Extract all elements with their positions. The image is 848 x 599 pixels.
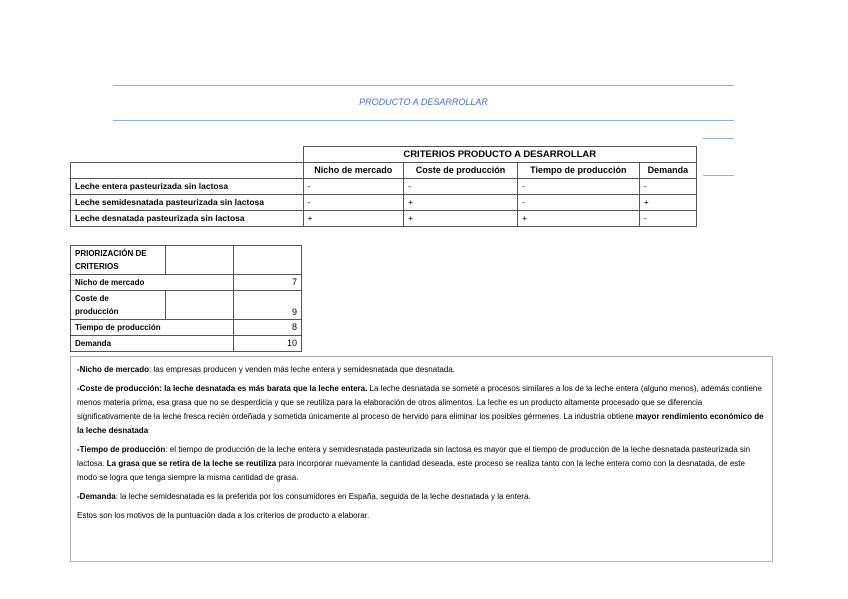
note-tiempo-highlight: La grasa que se retira de la leche se reutiliza xyxy=(106,459,277,468)
note-tiempo-text-2: para incorporar nuevamente la cantidad deseada, este proceso se realiza tanto con la leche entera como con la desnatada, de este modo se logra que tenga siempre la misma cantidad de grasa. xyxy=(77,459,745,482)
priority-label-line1: Coste de xyxy=(75,294,109,303)
product-name: Leche desnatada pasteurizada sin lactosa xyxy=(71,211,304,227)
table-row xyxy=(71,336,302,352)
criteria-value: - xyxy=(303,195,404,211)
column-header-nicho: Nicho de mercado xyxy=(303,163,404,179)
criteria-value: - xyxy=(639,211,696,227)
table-row xyxy=(71,195,697,211)
note-coste-highlight: mayor rendimiento económico de la leche desnatada xyxy=(77,412,764,435)
note-conclusion-text: Estos son los motivos de la puntuación dada a los criterios de producto a elaborar. xyxy=(77,511,370,520)
notes-box xyxy=(70,356,773,562)
criteria-table xyxy=(70,146,697,227)
priority-header-line1: PRIORIZACIÓN DE xyxy=(75,249,147,258)
short-rule-1 xyxy=(703,138,734,139)
criteria-value: - xyxy=(517,179,639,195)
table-row xyxy=(71,291,302,320)
priority-label: Demanda xyxy=(71,336,234,352)
criteria-value: - xyxy=(303,179,404,195)
criteria-value: - xyxy=(404,179,518,195)
title-top-rule xyxy=(113,85,734,86)
product-name: Leche entera pasteurizada sin lactosa xyxy=(71,179,304,195)
criteria-header: CRITERIOS PRODUCTO A DESARROLLAR xyxy=(303,147,697,163)
criteria-value: + xyxy=(303,211,404,227)
criteria-columns-row xyxy=(71,163,697,179)
table-row xyxy=(71,320,302,336)
priority-value: 9 xyxy=(233,291,301,320)
product-name: Leche semidesnatada pasteurizada sin lactosa xyxy=(71,195,304,211)
priority-value: 10 xyxy=(233,336,301,352)
page-title: PRODUCTO A DESARROLLAR xyxy=(359,97,488,107)
note-demanda xyxy=(77,490,766,504)
criteria-value: + xyxy=(639,195,696,211)
note-nicho-title: -Nicho de mercado xyxy=(77,365,150,374)
priority-label: Nicho de mercado xyxy=(71,275,234,291)
empty-corner-cell xyxy=(71,147,304,163)
priority-value: 7 xyxy=(233,275,301,291)
note-coste-text: La leche desnatada se somete a procesos similares a los de la leche entera (alguno menos), además contiene menos materia prima, esa grasa que no se desperdicia y que se reutiliza para la elaboración de otros alimentos. La leche es un producto altamente procesado que se diferencia significativamente de la leche fresca recién ordeñada y sometida únicamente al proceso de hervido para eliminar los posibles gérmenes. La industria obtiene xyxy=(77,384,762,421)
priority-value: 8 xyxy=(233,320,301,336)
column-header-tiempo: Tiempo de producción xyxy=(517,163,639,179)
column-header-coste: Coste de producción xyxy=(404,163,518,179)
table-row xyxy=(71,275,302,291)
priority-label-line2: producción xyxy=(75,307,119,316)
note-demanda-title: -Demanda xyxy=(77,492,116,501)
empty-cell xyxy=(233,246,301,275)
priority-table xyxy=(70,245,302,352)
note-demanda-text: : la leche semidesnatada es la preferida por los consumidores en España, seguida de la leche desnatada y la entera. xyxy=(115,492,531,501)
empty-cell xyxy=(165,291,233,320)
criteria-header-row xyxy=(71,147,697,163)
criteria-value: - xyxy=(517,195,639,211)
table-row xyxy=(71,211,697,227)
note-conclusion xyxy=(77,509,766,523)
priority-label: Tiempo de producción xyxy=(71,320,234,336)
note-tiempo xyxy=(77,443,766,485)
empty-cell xyxy=(71,163,304,179)
note-nicho xyxy=(77,363,766,377)
priority-header-row xyxy=(71,246,302,275)
criteria-value: - xyxy=(639,179,696,195)
short-rule-2 xyxy=(703,175,734,176)
criteria-value: + xyxy=(404,211,518,227)
note-coste xyxy=(77,382,766,438)
empty-cell xyxy=(165,246,233,275)
criteria-value: + xyxy=(517,211,639,227)
table-row xyxy=(71,179,697,195)
note-tiempo-text: : el tiempo de producción de la leche entera y semidesnatada pasteurizada sin lactosa es mayor que el tiempo de producción de la leche desnatada pasteurizada sin lactosa. xyxy=(77,445,751,468)
note-coste-title: -Coste de producción: la leche desnatada es más barata que la leche entera. xyxy=(77,384,368,393)
priority-header-line2: CRITERIOS xyxy=(75,262,119,271)
title-bottom-rule xyxy=(113,120,734,121)
criteria-value: + xyxy=(404,195,518,211)
column-header-demanda: Demanda xyxy=(639,163,696,179)
note-nicho-text: : las empresas producen y venden más leche entera y semidesnatada que desnatada. xyxy=(149,365,455,374)
note-tiempo-title: -Tiempo de producción xyxy=(77,445,166,454)
priority-header xyxy=(71,246,166,275)
priority-label xyxy=(71,291,166,320)
